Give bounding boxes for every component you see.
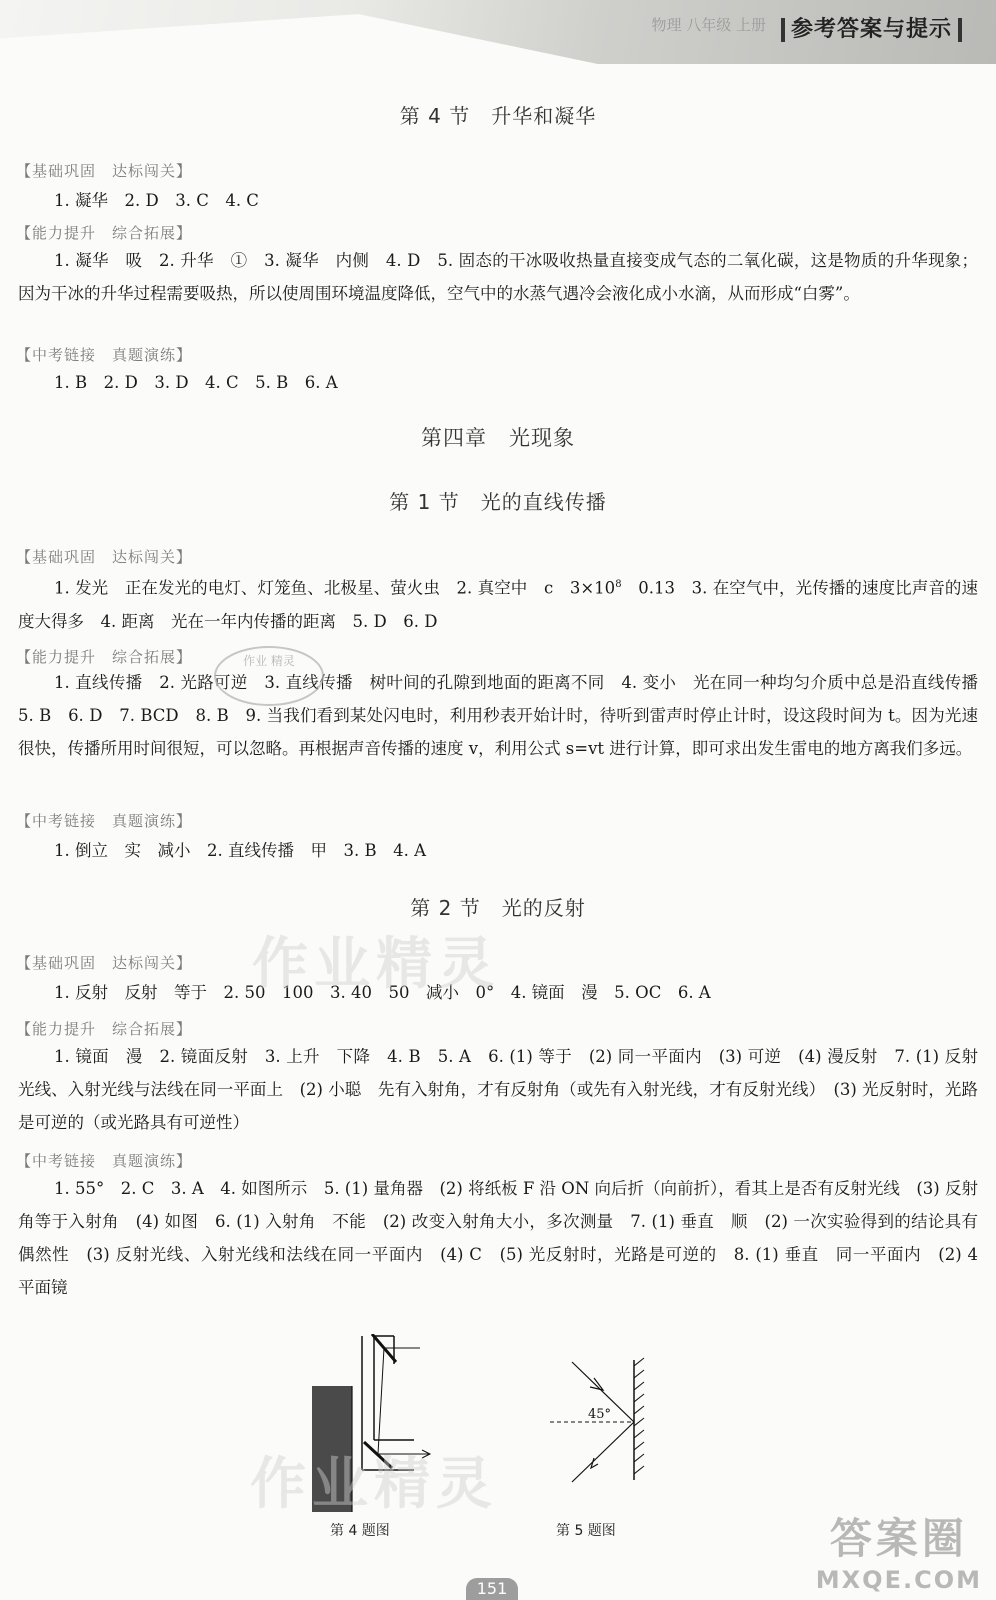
watermark-stamp: 作业 精灵 [214, 646, 324, 706]
answers-reflection-exam: 1. 55° 2. C 3. A 4. 如图所示 5. (1) 量角器 (2) 将纸板 F 沿 ON 向后折（向前折），看其上是否有反射光线 (3) 反射角等于入射角 (4) 如图 6. (1) 入射角 不能 (2) 改变入射角大小，多次测量 7. (1) 垂直 顺 (2) 一次实验得到的结论具有偶然性 (3) 反射光线、入射光线和法线在同一平面内 (4) C (5) 光反射时，光路是可逆的 8. (1) 垂直 同一平面内 (2) 4 平面镜 [18, 1179, 995, 1297]
figure-4-caption: 第 4 题图 [330, 1523, 390, 1539]
header-title-text: 参考答案与提示 [790, 17, 952, 42]
watermark-text: 作业精灵 [252, 932, 500, 997]
header-title [775, 12, 968, 43]
page-number: 151 [466, 1578, 518, 1600]
answers-sublimation-basic: 1. 凝华 2. D 3. C 4. C [54, 191, 259, 210]
tag-ability: 【能力提升 综合拓展】 [16, 224, 193, 242]
answers-light-line-basic [18, 568, 978, 638]
tag-basic: 【基础巩固 达标闯关】 [16, 954, 193, 972]
section-title-light-line: 第 1 节 光的直线传播 [389, 490, 607, 514]
header-bar-left [781, 18, 785, 42]
tag-exam: 【中考链接 真题演练】 [16, 812, 193, 830]
answers-light-line-exam: 1. 倒立 实 减小 2. 直线传播 甲 3. B 4. A [54, 841, 426, 860]
figure-5-reflection [546, 1354, 656, 1484]
tag-basic: 【基础巩固 达标闯关】 [16, 548, 193, 566]
watermark-text: 作业精灵 [250, 1452, 498, 1517]
answers-sublimation-exam: 1. B 2. D 3. D 4. C 5. B 6. A [54, 373, 338, 392]
reflected-ray [572, 1422, 634, 1482]
corner-logo-big: 答案圈 [829, 1514, 968, 1563]
section-title-sublimation: 第 4 节 升华和凝华 [399, 104, 597, 128]
tag-ability: 【能力提升 综合拓展】 [16, 1020, 193, 1038]
answers-light-line-basic-a: 1. 发光 正在发光的电灯、灯笼鱼、北极星、萤火虫 2. 真空中 c 3×10 [54, 578, 616, 598]
figure-5-caption: 第 5 题图 [556, 1523, 616, 1539]
header-ghost-text: 物理 八年级 上册 [651, 16, 766, 34]
angle-label: 45° [588, 1407, 612, 1422]
section-title-reflection: 第 2 节 光的反射 [410, 896, 586, 920]
tag-exam: 【中考链接 真题演练】 [16, 346, 193, 364]
answers-light-line-basic-b: 0.13 3. 在空气中，光传播的速度比声音的速度大得多 4. 距离 光在一年内传播的距离 5. D 6. D [18, 578, 978, 631]
answers-light-line-ability: 1. 直线传播 2. 光路可逆 3. 直线传播 树叶间的孔隙到地面的距离不同 4. 变小 光在同一种均匀介质中总是沿直线传播 5. B 6. D 7. BCD 8. B 9. 当我们看到某处闪电时，利用秒表开始计时，待听到雷声时停止计时，设这段时间为 t。因为光速很快，传播所用时间很短，可以忽略。再根据声音传播的速度 v，利用公式 s=vt 进行计算，即可求出发生雷电的地方离我们多远。 [18, 673, 995, 758]
corner-logo-small: MXQE.COM [815, 1566, 982, 1594]
header-bar-right [958, 18, 962, 42]
corner-logo [816, 1506, 982, 1594]
chapter-title: 第四章 光现象 [421, 426, 575, 450]
tag-basic: 【基础巩固 达标闯关】 [16, 162, 193, 180]
answers-sublimation-ability: 1. 凝华 吸 2. 升华 ① 3. 凝华 内侧 4. D 5. 固态的干冰吸收热量直接变成气态的二氧化碳，这是物质的升华现象；因为干冰的升华过程需要吸热，所以使周围环境温度降低，空气中的水蒸气遇冷会液化成小水滴，从而形成“白雾”。 [18, 251, 978, 303]
answers-reflection-basic: 1. 反射 反射 等于 2. 50 100 3. 40 50 减小 0° 4. 镜面 漫 5. OC 6. A [54, 983, 711, 1002]
answers-reflection-ability: 1. 镜面 漫 2. 镜面反射 3. 上升 下降 4. B 5. A 6. (1) 等于 (2) 同一平面内 (3) 可逆 (4) 漫反射 7. (1) 反射光线、入射光线与法线在同一平面上 (2) 小聪 先有入射角，才有反射角（或先有入射光线，才有反射光线） (3) 光反射时，光路是可逆的（或光路具有可逆性） [18, 1047, 978, 1132]
tag-exam: 【中考链接 真题演练】 [16, 1152, 193, 1170]
answers-light-line-basic-exp: 8 [615, 579, 622, 590]
tag-ability: 【能力提升 综合拓展】 [16, 648, 193, 666]
